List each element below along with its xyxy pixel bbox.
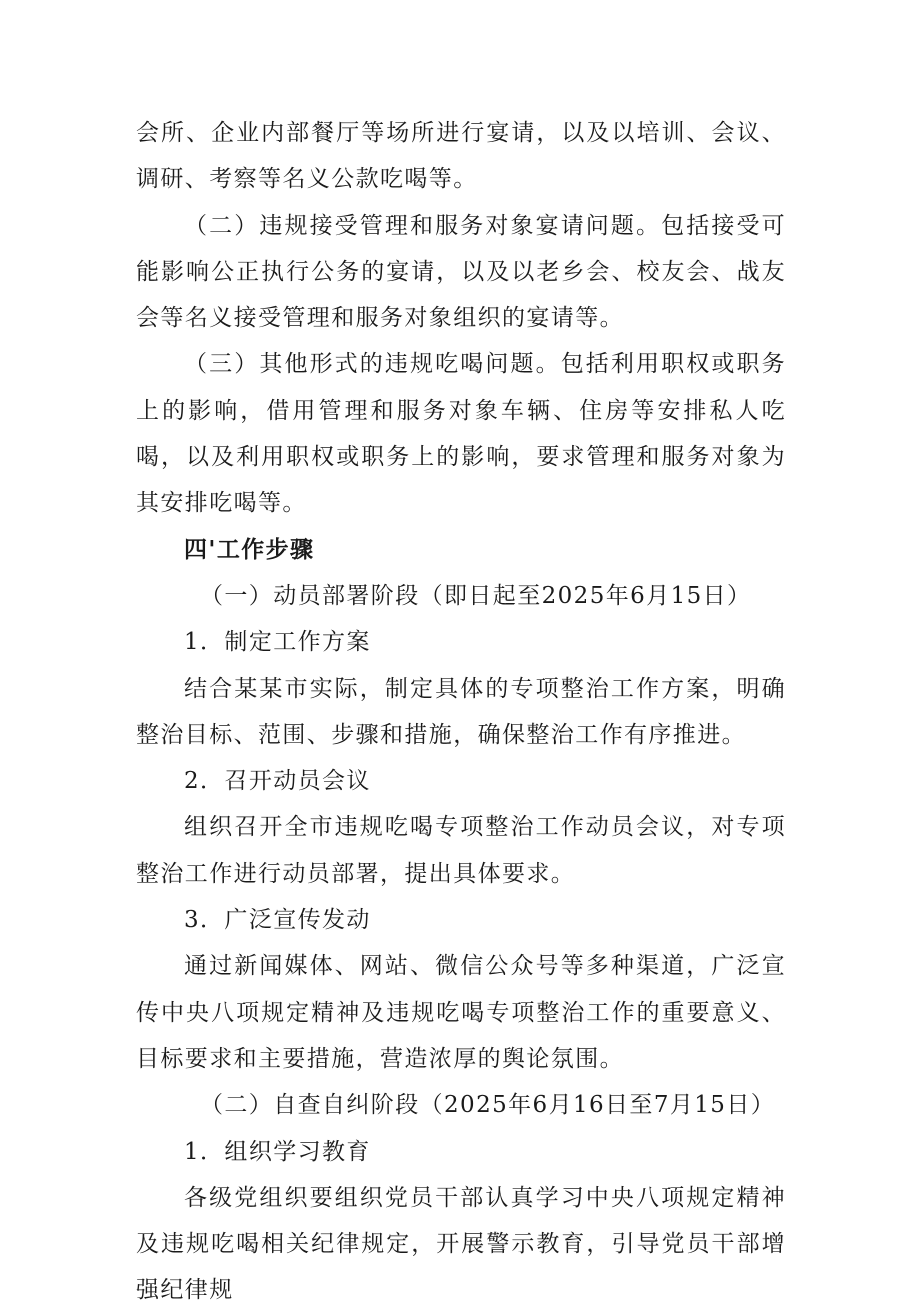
paragraph-study-education: 各级党组织要组织党员干部认真学习中央八项规定精神及违规吃喝相关纪律规定，开展警示教育，引导党员干部增强纪律规 [136,1184,786,1304]
paragraph-continuation: 会所、企业内部餐厅等场所进行宴请，以及以培训、会议、调研、考察等名义公款吃喝等。 [136,120,786,193]
subheading-mobilization-stage: （一）动员部署阶段（即日起至2025年6月15日） [200,582,752,609]
step-make-plan: 1．制定工作方案 [184,629,371,656]
step-publicity: 3．广泛宣传发动 [184,907,371,934]
section-heading-work-steps: 四'工作步骤 [184,535,315,563]
subheading-self-inspection-stage: （二）自查自纠阶段（2025年6月16日至7月15日） [200,1092,776,1119]
paragraph-publicity: 通过新闻媒体、网站、微信公众号等多种渠道，广泛宣传中央八项规定精神及违规吃喝专项整治工作的重要意义、目标要求和主要措施，营造浓厚的舆论氛围。 [136,953,786,1072]
step-study-education: 1．组织学习教育 [184,1138,371,1165]
paragraph-other-forms: （三）其他形式的违规吃喝问题。包括利用职权或职务上的影响，借用管理和服务对象车辆、住房等安排私人吃喝，以及利用职权或职务上的影响，要求管理和服务对象为其安排吃喝等。 [136,351,786,517]
paragraph-accepting-banquets: （二）违规接受管理和服务对象宴请问题。包括接受可能影响公正执行公务的宴请，以及以老乡会、校友会、战友会等名义接受管理和服务对象组织的宴请等。 [136,212,786,332]
document-body [136,110,786,1314]
paragraph-mobilization-meeting: 组织召开全市违规吃喝专项整治工作动员会议，对专项整治工作进行动员部署，提出具体要求。 [136,814,786,887]
step-mobilization-meeting: 2．召开动员会议 [184,768,371,795]
paragraph-make-plan: 结合某某市实际，制定具体的专项整治工作方案，明确整治目标、范围、步骤和措施，确保整治工作有序推进。 [136,675,786,748]
